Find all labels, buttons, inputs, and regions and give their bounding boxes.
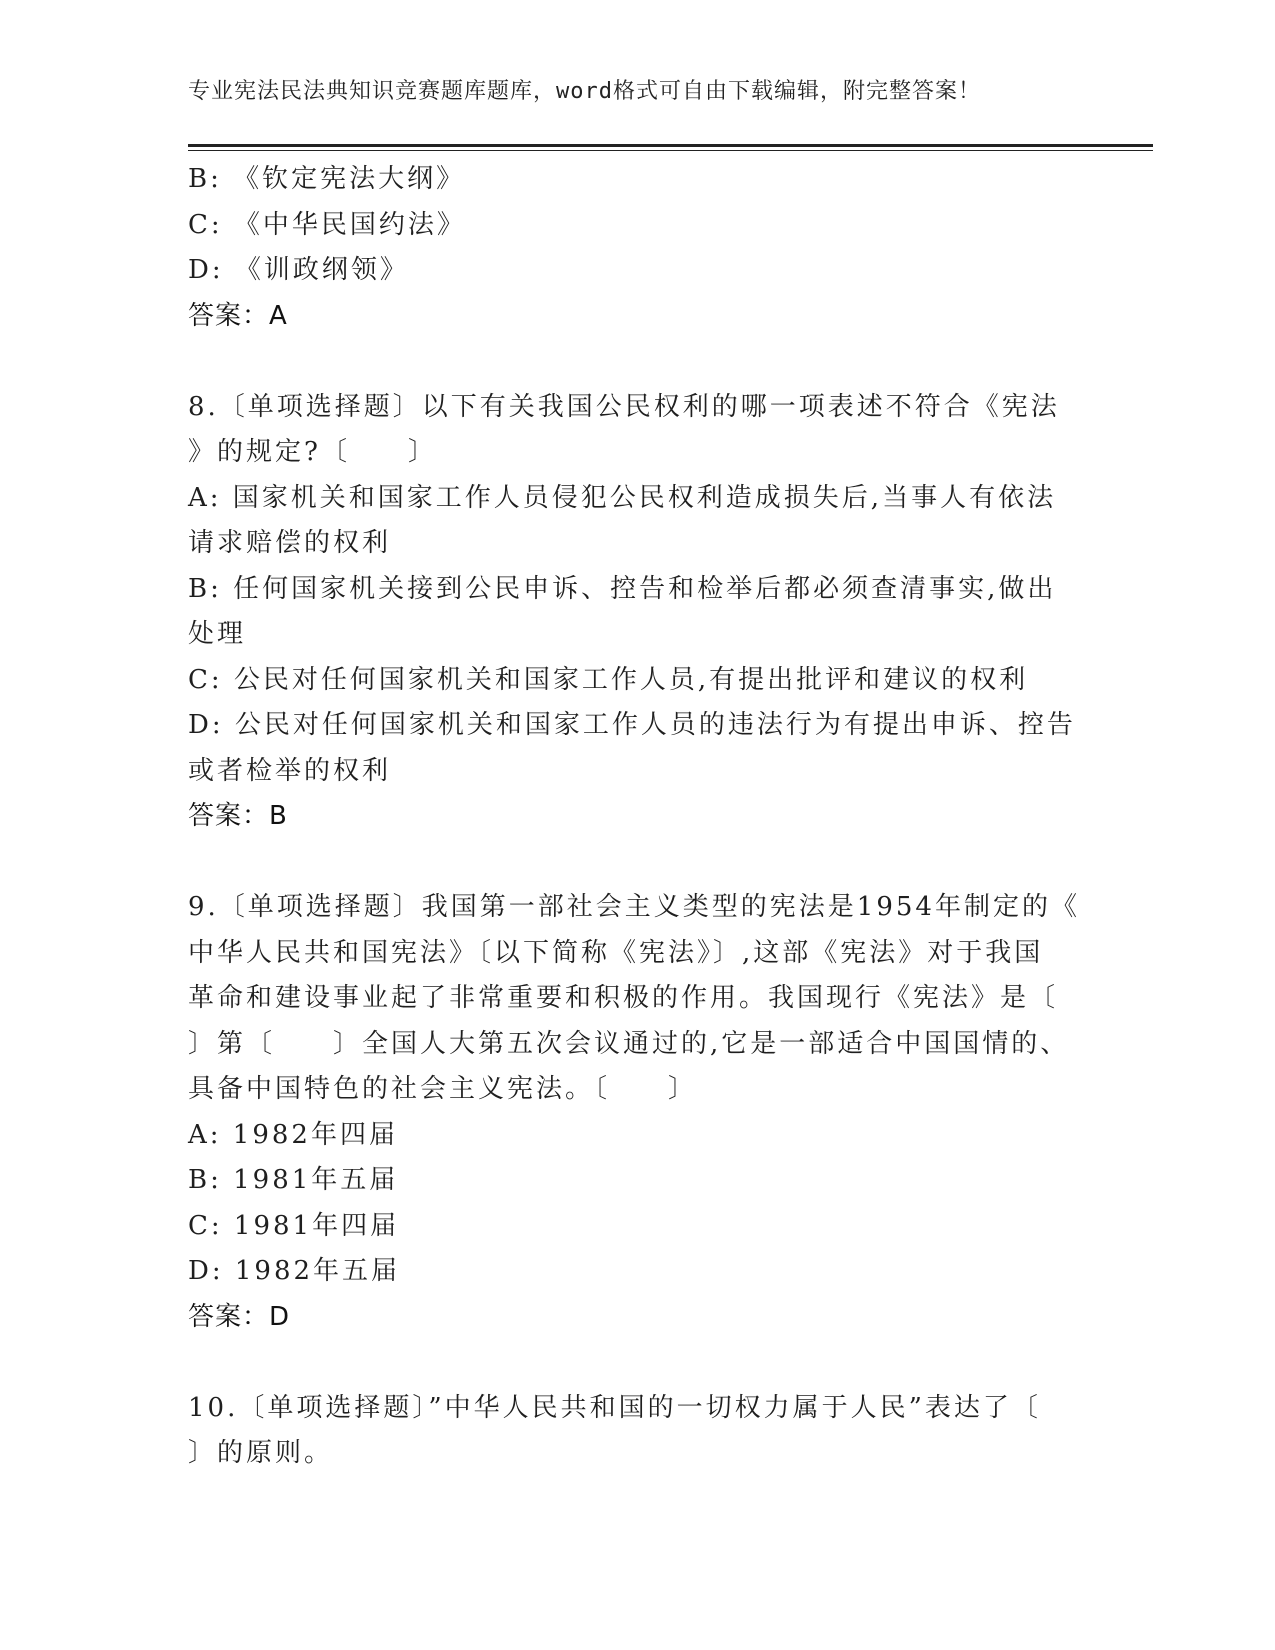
question-text: 中华人民共和国宪法》〔以下简称《宪法》〕,这部《宪法》对于我国 [188, 937, 1044, 968]
answer-line: 答案：D [188, 1301, 291, 1332]
option-line: C: 1981年四届 [188, 1210, 400, 1241]
spacer [188, 840, 1088, 886]
page-header: 专业宪法民法典知识竞赛题库题库，word格式可自由下载编辑，附完整答案！ [188, 79, 981, 104]
option-line: 处理 [188, 619, 247, 649]
answer-line: 答案：A [188, 300, 288, 331]
option-line: D: 《训政纲领》 [188, 255, 409, 285]
option-line: C: 《中华民国约法》 [188, 209, 466, 240]
question-text: 8.〔单项选择题〕以下有关我国公民权利的哪一项表述不符合《宪法 [188, 391, 1060, 422]
option-line: 或者检举的权利 [188, 755, 392, 786]
answer-line: 答案：B [188, 801, 288, 831]
question-text: 具备中国特色的社会主义宪法。〔 〕 [188, 1074, 698, 1104]
option-line: B: 任何国家机关接到公民申诉、控告和检举后都必须查清事实,做出 [188, 573, 1057, 604]
question-text: 革命和建设事业起了非常重要和积极的作用。我国现行《宪法》是〔 [188, 983, 1059, 1013]
option-line: 请求赔偿的权利 [188, 528, 392, 558]
option-line: D: 公民对任何国家机关和国家工作人员的违法行为有提出申诉、控告 [188, 710, 1076, 740]
option-line: C: 公民对任何国家机关和国家工作人员,有提出批评和建议的权利 [188, 664, 1029, 695]
header-divider [188, 144, 1153, 147]
header-divider-thin [188, 150, 1153, 151]
option-line: B: 《钦定宪法大纲》 [188, 164, 466, 194]
question-text: 》的规定?〔 〕 [188, 437, 437, 467]
spacer [188, 1340, 1088, 1386]
option-line: B: 1981年五届 [188, 1165, 399, 1195]
question-text: 〕的原则。 [188, 1438, 334, 1468]
question-text: 〕第〔 〕全国人大第五次会议通过的,它是一部适合中国国情的、 [188, 1028, 1070, 1059]
spacer [188, 339, 1088, 385]
option-line: A: 1982年四届 [188, 1119, 398, 1150]
option-line: D: 1982年五届 [188, 1256, 401, 1286]
question-text: 9.〔单项选择题〕我国第一部社会主义类型的宪法是1954年制定的《 [188, 892, 1080, 922]
question-text: 10.〔单项选择题〕”中华人民共和国的一切权力属于人民”表达了〔 [188, 1392, 1041, 1423]
option-line: A: 国家机关和国家工作人员侵犯公民权利造成损失后,当事人有依法 [188, 482, 1057, 513]
question-content [188, 157, 1088, 1477]
